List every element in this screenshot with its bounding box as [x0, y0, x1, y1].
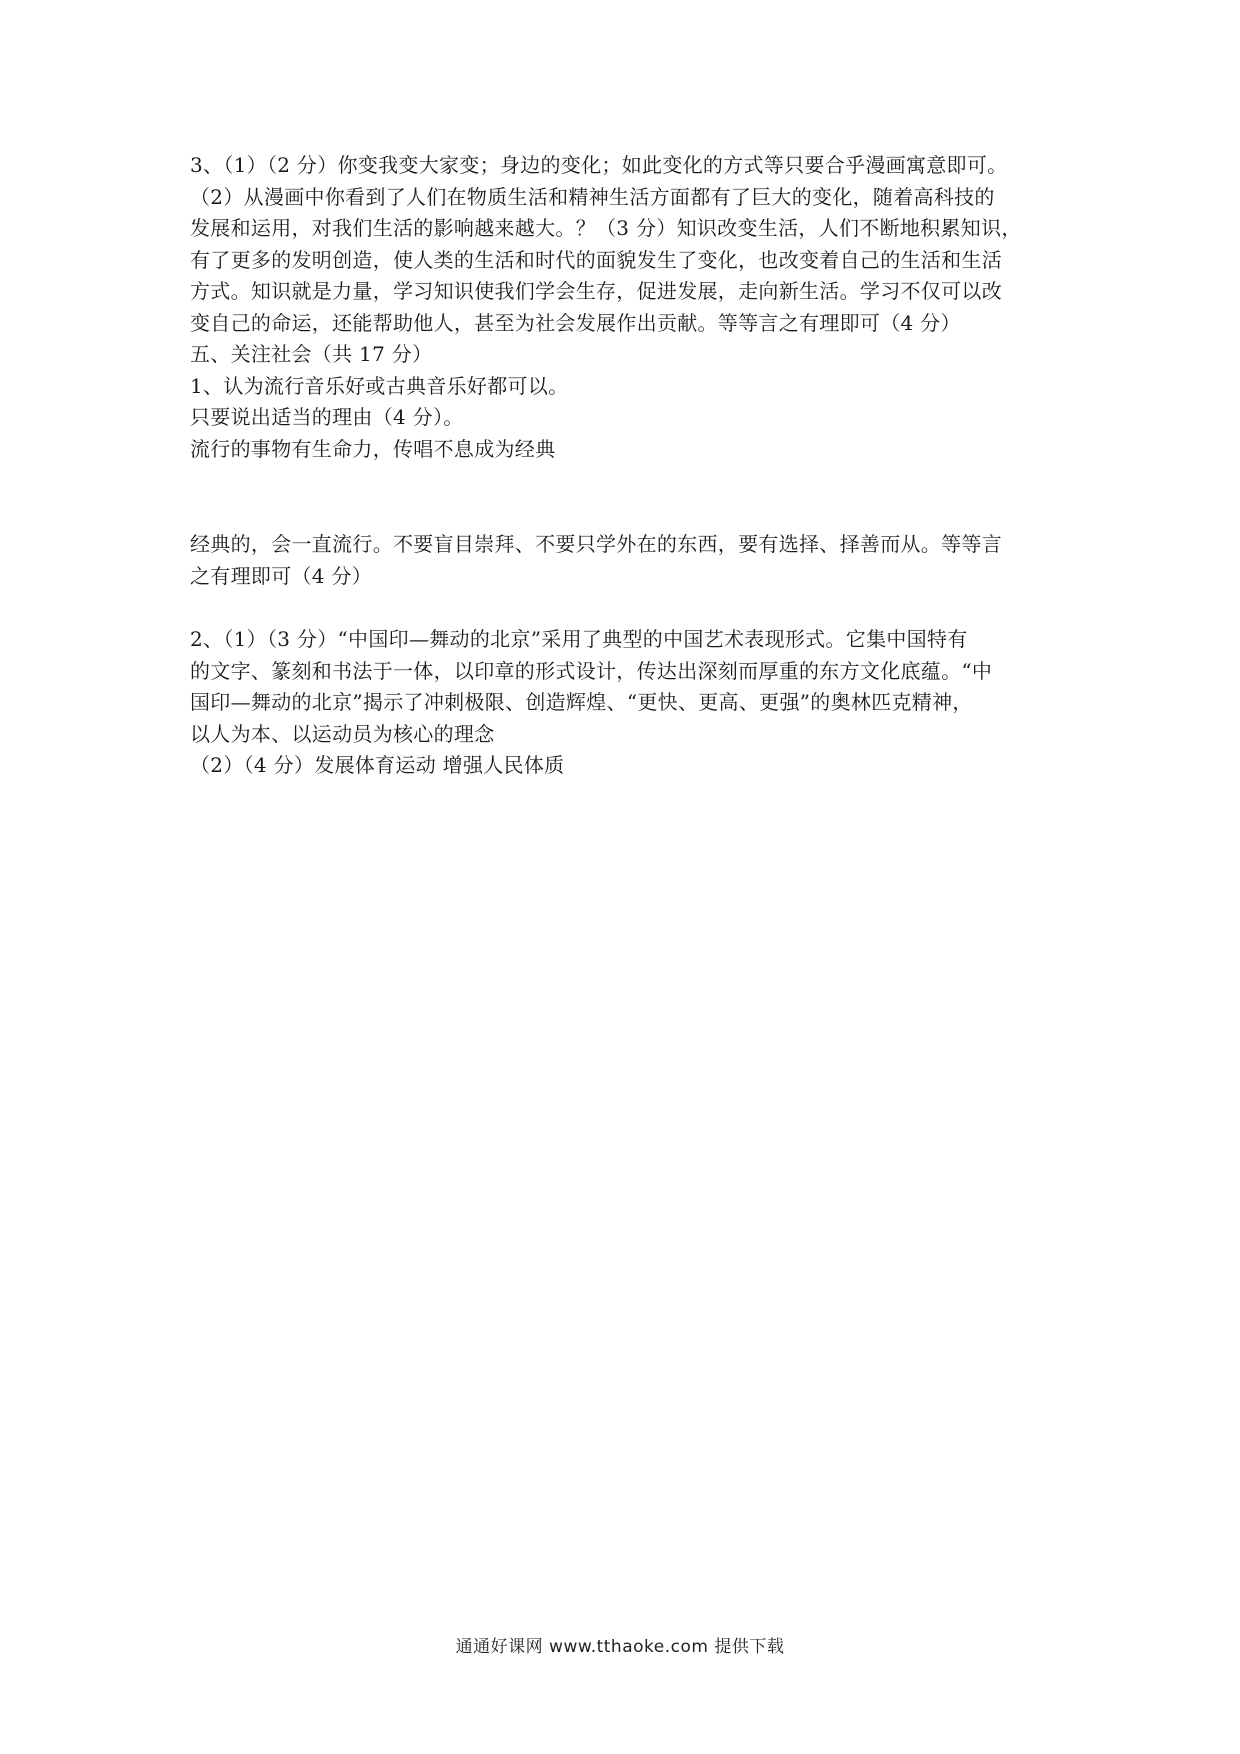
- text-line: 3、（1）（2 分）你变我变大家变；身边的变化；如此变化的方式等只要合乎漫画寓意即可。: [190, 153, 1008, 177]
- text-line: 方式。知识就是力量，学习知识使我们学会生存，促进发展，走向新生活。学习不仅可以改: [190, 279, 1002, 303]
- text-line: 变自己的命运，还能帮助他人，甚至为社会发展作出贡献。等等言之有理即可（4 分）: [190, 310, 961, 335]
- text-line: 发展和运用，对我们生活的影响越来越大。？（3 分）知识改变生活，人们不断地积累知识，: [190, 216, 1022, 240]
- section-heading: 五、关注社会（共 17 分）: [190, 342, 433, 366]
- question-2-answer: [190, 624, 1060, 782]
- text-line: 有了更多的发明创造，使人类的生活和时代的面貌发生了变化，也改变着自己的生活和生活: [190, 247, 1002, 272]
- text-line: 只要说出适当的理由（4 分）。: [190, 405, 464, 429]
- section-3-answer: [190, 150, 1060, 339]
- blank-gap: [190, 592, 1060, 624]
- text-line: 以人为本、以运动员为核心的理念: [190, 721, 495, 746]
- text-line: （2）从漫画中你看到了人们在物质生活和精神生活方面都有了巨大的变化，随着高科技的: [190, 184, 995, 209]
- document-body: [190, 150, 1060, 782]
- text-line: 流行的事物有生命力，传唱不息成为经典: [190, 436, 556, 461]
- question-1-answer: [190, 371, 1060, 593]
- text-line: 1、认为流行音乐好或古典音乐好都可以。: [190, 373, 569, 398]
- text-line: 的文字、篆刻和书法于一体，以印章的形式设计，传达出深刻而厚重的东方文化底蕴。“中: [190, 658, 993, 683]
- text-line: 国印—舞动的北京”揭示了冲刺极限、创造辉煌、“更快、更高、更强”的奥林匹克精神，: [190, 690, 973, 714]
- blank-gap: [190, 465, 1060, 529]
- text-line: 经典的，会一直流行。不要盲目崇拜、不要只学外在的东西，要有选择、择善而从。等等言: [190, 532, 1002, 556]
- text-line: 2、（1）（3 分）“中国印—舞动的北京”采用了典型的中国艺术表现形式。它集中国特有: [190, 627, 968, 651]
- page-footer: 通通好课网 www.tthaoke.com 提供下载: [455, 1637, 785, 1657]
- text-line: （2）（4 分）发展体育运动 增强人民体质: [190, 753, 565, 777]
- text-line: 之有理即可（4 分）: [190, 563, 373, 588]
